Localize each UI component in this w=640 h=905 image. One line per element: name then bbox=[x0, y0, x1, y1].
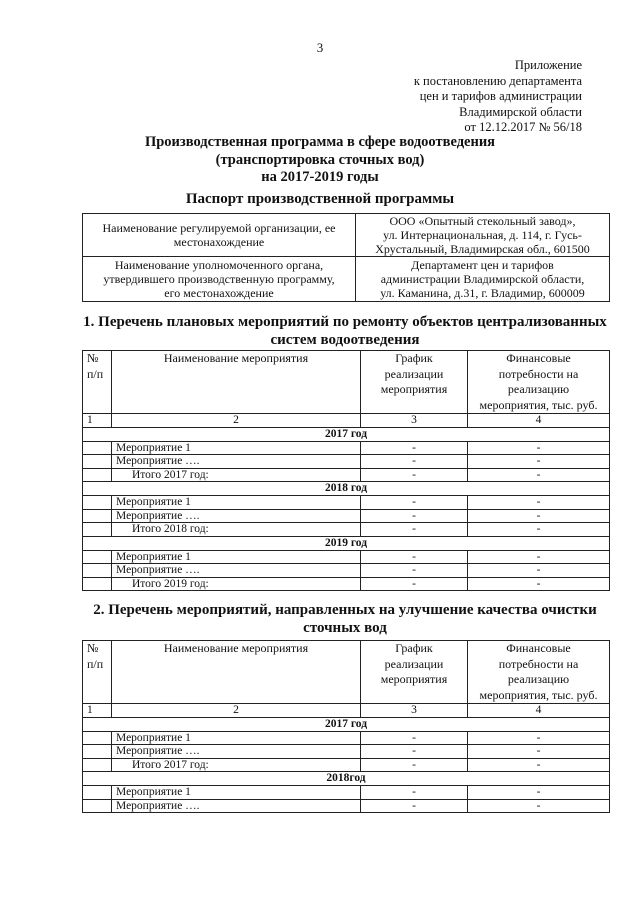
year-label: 2017 год bbox=[83, 717, 610, 731]
section2-heading bbox=[60, 601, 630, 637]
header-schedule-line: мероприятия bbox=[380, 672, 448, 686]
header-number bbox=[83, 641, 112, 704]
header-schedule-line: реализации bbox=[384, 656, 444, 671]
cost-cell: - bbox=[468, 758, 610, 772]
table-index-row bbox=[83, 414, 610, 428]
measure-name: Мероприятие …. bbox=[112, 564, 361, 578]
passport-label-line: его местонахождение bbox=[164, 286, 274, 300]
appendix-line: Владимирской области bbox=[459, 104, 582, 119]
schedule-cell: - bbox=[361, 496, 468, 510]
year-row bbox=[83, 482, 610, 496]
section2-heading-line: 2. Перечень мероприятий, направленных на улучшение качества очистки bbox=[93, 602, 597, 618]
total-row bbox=[83, 468, 610, 482]
schedule-cell: - bbox=[361, 564, 468, 578]
cost-cell: - bbox=[468, 523, 610, 537]
passport-heading: Паспорт производственной программы bbox=[185, 191, 455, 207]
header-number-line: п/п bbox=[87, 366, 104, 381]
header-cost-line: реализацию bbox=[507, 382, 570, 396]
total-label: Итого 2019 год: bbox=[112, 577, 361, 591]
passport-value-line: администрации Владимирской области, bbox=[380, 272, 585, 286]
index-cell: 4 bbox=[468, 414, 610, 428]
header-schedule-line: График bbox=[395, 641, 433, 655]
header-schedule bbox=[361, 351, 468, 414]
header-cost-line: потребности на bbox=[498, 366, 579, 381]
page-number: 3 bbox=[316, 40, 324, 55]
section2-table bbox=[82, 640, 610, 813]
header-cost-line: потребности на bbox=[498, 656, 579, 671]
cost-cell: - bbox=[468, 577, 610, 591]
schedule-cell: - bbox=[361, 758, 468, 772]
passport-value bbox=[356, 214, 610, 257]
table-row bbox=[83, 496, 610, 510]
cost-cell: - bbox=[468, 550, 610, 564]
table-row bbox=[83, 799, 610, 813]
header-schedule-line: График bbox=[395, 351, 433, 365]
cost-cell: - bbox=[468, 786, 610, 800]
passport-label-line: Наименование уполномоченного органа, bbox=[114, 258, 324, 272]
header-schedule-line: мероприятия bbox=[380, 382, 448, 396]
section1-heading bbox=[60, 313, 630, 349]
passport-label bbox=[83, 214, 356, 257]
index-cell: 4 bbox=[468, 704, 610, 718]
schedule-cell: - bbox=[361, 523, 468, 537]
index-cell: 3 bbox=[361, 414, 468, 428]
passport-table bbox=[82, 213, 610, 302]
year-label: 2017 год bbox=[83, 427, 610, 441]
table-row bbox=[83, 509, 610, 523]
total-row bbox=[83, 577, 610, 591]
year-label: 2019 год bbox=[83, 536, 610, 550]
table-row bbox=[83, 550, 610, 564]
cost-cell: - bbox=[468, 496, 610, 510]
schedule-cell: - bbox=[361, 745, 468, 759]
measure-name: Мероприятие 1 bbox=[112, 496, 361, 510]
appendix-line: к постановлению департамента bbox=[413, 73, 582, 88]
measure-name: Мероприятие …. bbox=[112, 509, 361, 523]
measure-name: Мероприятие 1 bbox=[112, 550, 361, 564]
title-line: на 2017-2019 годы bbox=[261, 169, 379, 185]
title-line: (транспортировка сточных вод) bbox=[215, 151, 425, 168]
total-label: Итого 2017 год: bbox=[112, 468, 361, 482]
table-row bbox=[83, 455, 610, 469]
title-line: Производственная программа в сфере водоотведения bbox=[144, 134, 496, 150]
schedule-cell: - bbox=[361, 455, 468, 469]
header-cost-line: Финансовые bbox=[506, 641, 571, 655]
index-cell: 1 bbox=[83, 414, 112, 428]
cost-cell: - bbox=[468, 799, 610, 813]
table-row bbox=[83, 441, 610, 455]
index-cell: 2 bbox=[112, 704, 361, 718]
header-name: Наименование мероприятия bbox=[112, 351, 361, 414]
appendix-date: от 12.12.2017 № 56/18 bbox=[464, 120, 582, 134]
index-cell: 3 bbox=[361, 704, 468, 718]
header-number-line: п/п bbox=[87, 656, 104, 671]
table-row bbox=[83, 786, 610, 800]
appendix-line: цен и тарифов администрации bbox=[419, 89, 582, 103]
year-row bbox=[83, 772, 610, 786]
passport-value bbox=[356, 257, 610, 302]
table-index-row bbox=[83, 704, 610, 718]
year-row bbox=[83, 717, 610, 731]
table-header-row bbox=[83, 641, 610, 704]
year-label: 2018год bbox=[83, 772, 610, 786]
schedule-cell: - bbox=[361, 799, 468, 813]
table-row bbox=[83, 745, 610, 759]
section1-heading-line: систем водоотведения bbox=[270, 332, 420, 348]
schedule-cell: - bbox=[361, 577, 468, 591]
schedule-cell: - bbox=[361, 441, 468, 455]
section2-heading-line: сточных вод bbox=[303, 620, 387, 636]
passport-value-line: Департамент цен и тарифов bbox=[411, 258, 554, 272]
schedule-cell: - bbox=[361, 550, 468, 564]
section1-table bbox=[82, 350, 610, 591]
cost-cell: - bbox=[468, 441, 610, 455]
measure-name: Мероприятие …. bbox=[112, 799, 361, 813]
cost-cell: - bbox=[468, 564, 610, 578]
passport-value-line: ул. Интернациональная, д. 114, г. Гусь- bbox=[383, 228, 582, 242]
cost-cell: - bbox=[468, 468, 610, 482]
header-cost bbox=[468, 351, 610, 414]
measure-name: Мероприятие …. bbox=[112, 455, 361, 469]
header-cost-line: мероприятия, тыс. руб. bbox=[479, 397, 598, 412]
total-row bbox=[83, 758, 610, 772]
cost-cell: - bbox=[468, 745, 610, 759]
total-row bbox=[83, 523, 610, 537]
document-title bbox=[0, 134, 640, 187]
appendix-line: Приложение bbox=[514, 58, 582, 72]
measure-name: Мероприятие …. bbox=[112, 745, 361, 759]
year-row bbox=[83, 536, 610, 550]
passport-label bbox=[83, 257, 356, 302]
table-row bbox=[83, 564, 610, 578]
measure-name: Мероприятие 1 bbox=[112, 786, 361, 800]
cost-cell: - bbox=[468, 731, 610, 745]
cost-cell: - bbox=[468, 509, 610, 523]
header-cost-line: реализацию bbox=[507, 672, 570, 686]
passport-label-line: местонахождение bbox=[173, 235, 265, 249]
passport-value-line: Хрустальный, Владимирская обл., 601500 bbox=[375, 242, 590, 256]
passport-row bbox=[83, 257, 610, 302]
header-schedule-line: реализации bbox=[384, 366, 444, 381]
schedule-cell: - bbox=[361, 731, 468, 745]
passport-value-line: ООО «Опытный стекольный завод», bbox=[389, 214, 576, 228]
measure-name: Мероприятие 1 bbox=[112, 441, 361, 455]
year-row bbox=[83, 427, 610, 441]
passport-value-line: ул. Каманина, д.31, г. Владимир, 600009 bbox=[380, 286, 585, 300]
header-number-line: № bbox=[87, 641, 99, 655]
section1-heading-line: 1. Перечень плановых мероприятий по ремонту объектов централизованных bbox=[83, 314, 607, 330]
header-number-line: № bbox=[87, 351, 99, 365]
appendix-block bbox=[414, 58, 582, 136]
passport-label-line: утвердившего производственную программу, bbox=[103, 272, 335, 286]
schedule-cell: - bbox=[361, 509, 468, 523]
schedule-cell: - bbox=[361, 786, 468, 800]
cost-cell: - bbox=[468, 455, 610, 469]
index-cell: 2 bbox=[112, 414, 361, 428]
header-cost-line: мероприятия, тыс. руб. bbox=[479, 687, 598, 702]
header-number bbox=[83, 351, 112, 414]
total-label: Итого 2018 год: bbox=[112, 523, 361, 537]
header-schedule bbox=[361, 641, 468, 704]
schedule-cell: - bbox=[361, 468, 468, 482]
passport-label-line: Наименование регулируемой организации, ее bbox=[102, 221, 336, 235]
index-cell: 1 bbox=[83, 704, 112, 718]
measure-name: Мероприятие 1 bbox=[112, 731, 361, 745]
year-label: 2018 год bbox=[83, 482, 610, 496]
header-cost bbox=[468, 641, 610, 704]
table-row bbox=[83, 731, 610, 745]
total-label: Итого 2017 год: bbox=[112, 758, 361, 772]
header-cost-line: Финансовые bbox=[506, 351, 571, 365]
table-header-row bbox=[83, 351, 610, 414]
passport-row bbox=[83, 214, 610, 257]
header-name: Наименование мероприятия bbox=[112, 641, 361, 704]
